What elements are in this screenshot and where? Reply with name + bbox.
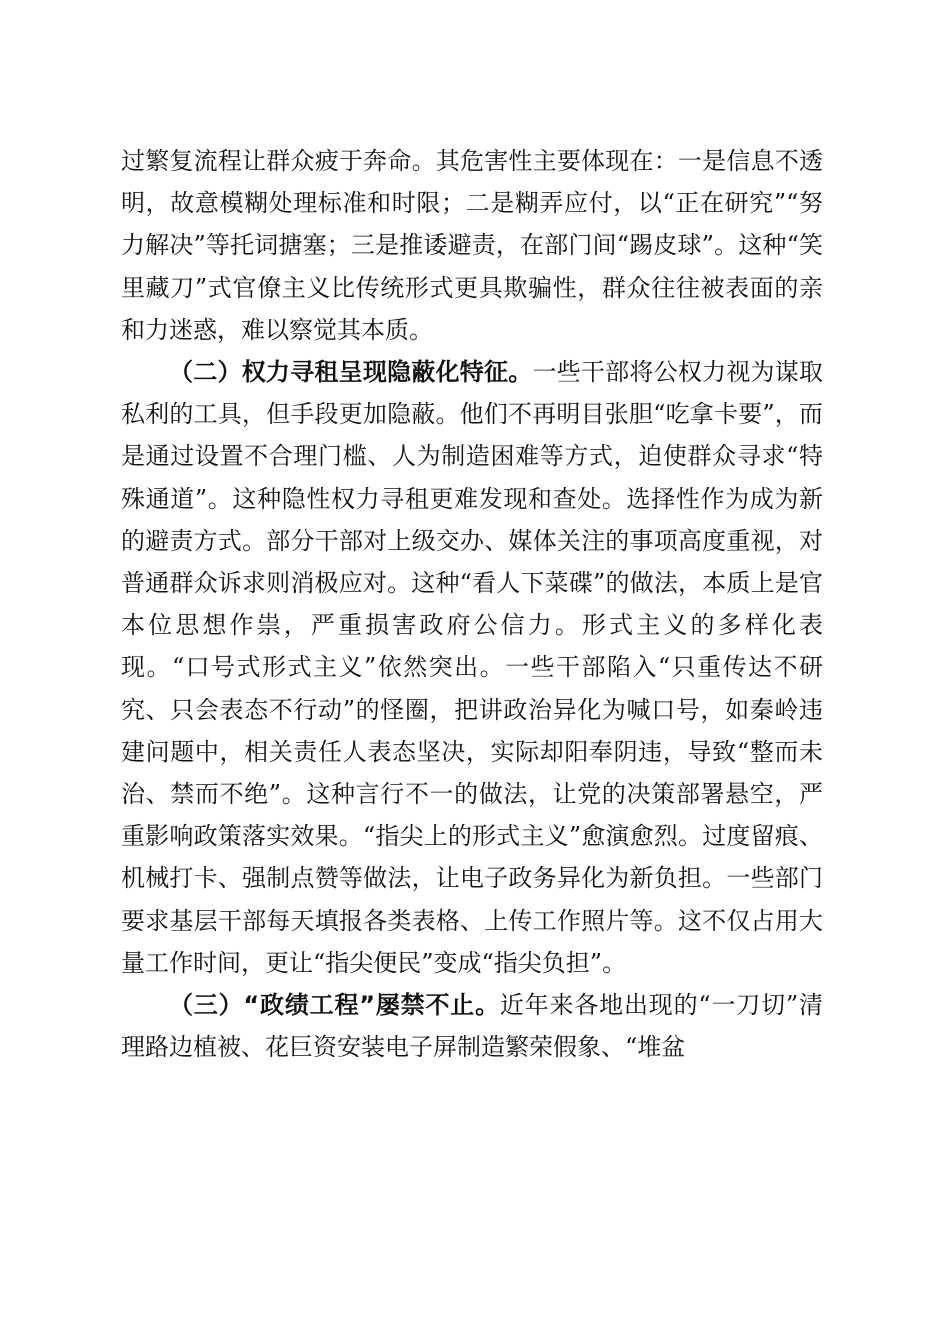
paragraph-1 xyxy=(121,140,823,351)
paragraph-2-text: 一些干部将公权力视为谋取私利的工具，但手段更加隐蔽。他们不再明目张胆“吃拿卡要”，而是通过设置不合理门槛、人为制造困难等方式，迫使群众寻求“特殊通道”。这种隐性权力寻租更难发现和查处。选择性作为成为新的避责方式。部分干部对上级交办、媒体关注的事项高度重视，对普通群众诉求则消极应对。这种“看人下菜碟”的做法，本质上是官本位思想作祟，严重损害政府公信力。形式主义的多样化表现。“口号式形式主义”依然突出。一些干部陷入“只重传达不研究、只会表态不行动”的怪圈，把讲政治异化为喊口号，如秦岭违建问题中，相关责任人表态坚决，实际却阳奉阴违，导致“整而未治、禁而不绝”。这种言行不一的做法，让党的决策部署悬空，严重影响政策落实效果。“指尖上的形式主义”愈演愈烈。过度留痕、机械打卡、强制点赞等做法，让电子政务异化为新负担。一些部门要求基层干部每天填报各类表格、上传工作照片等。这不仅占用大量工作时间，更让“指尖便民”变成“指尖负担”。 xyxy=(121,358,824,977)
paragraph-2 xyxy=(121,351,823,984)
paragraph-3 xyxy=(121,984,823,1068)
document-body xyxy=(121,140,823,1068)
section-heading-2: （二）权力寻租呈现隐蔽化特征。 xyxy=(169,358,533,387)
section-heading-3: （三）“政绩工程”屡禁不止。 xyxy=(169,991,500,1020)
paragraph-3-text: 近年来各地出现的“一刀切”清理路边植被、花巨资安装电子屏制造繁荣假象、“堆盆 xyxy=(121,991,823,1062)
paragraph-1-text: 过繁复流程让群众疲于奔命。其危害性主要体现在：一是信息不透明，故意模糊处理标准和时限；二是糊弄应付，以“正在研究”“努力解决”等托词搪塞；三是推诿避责，在部门间“踢皮球”。这种“笑里藏刀”式官僚主义比传统形式更具欺骗性，群众往往被表面的亲和力迷惑，难以察觉其本质。 xyxy=(121,147,823,344)
